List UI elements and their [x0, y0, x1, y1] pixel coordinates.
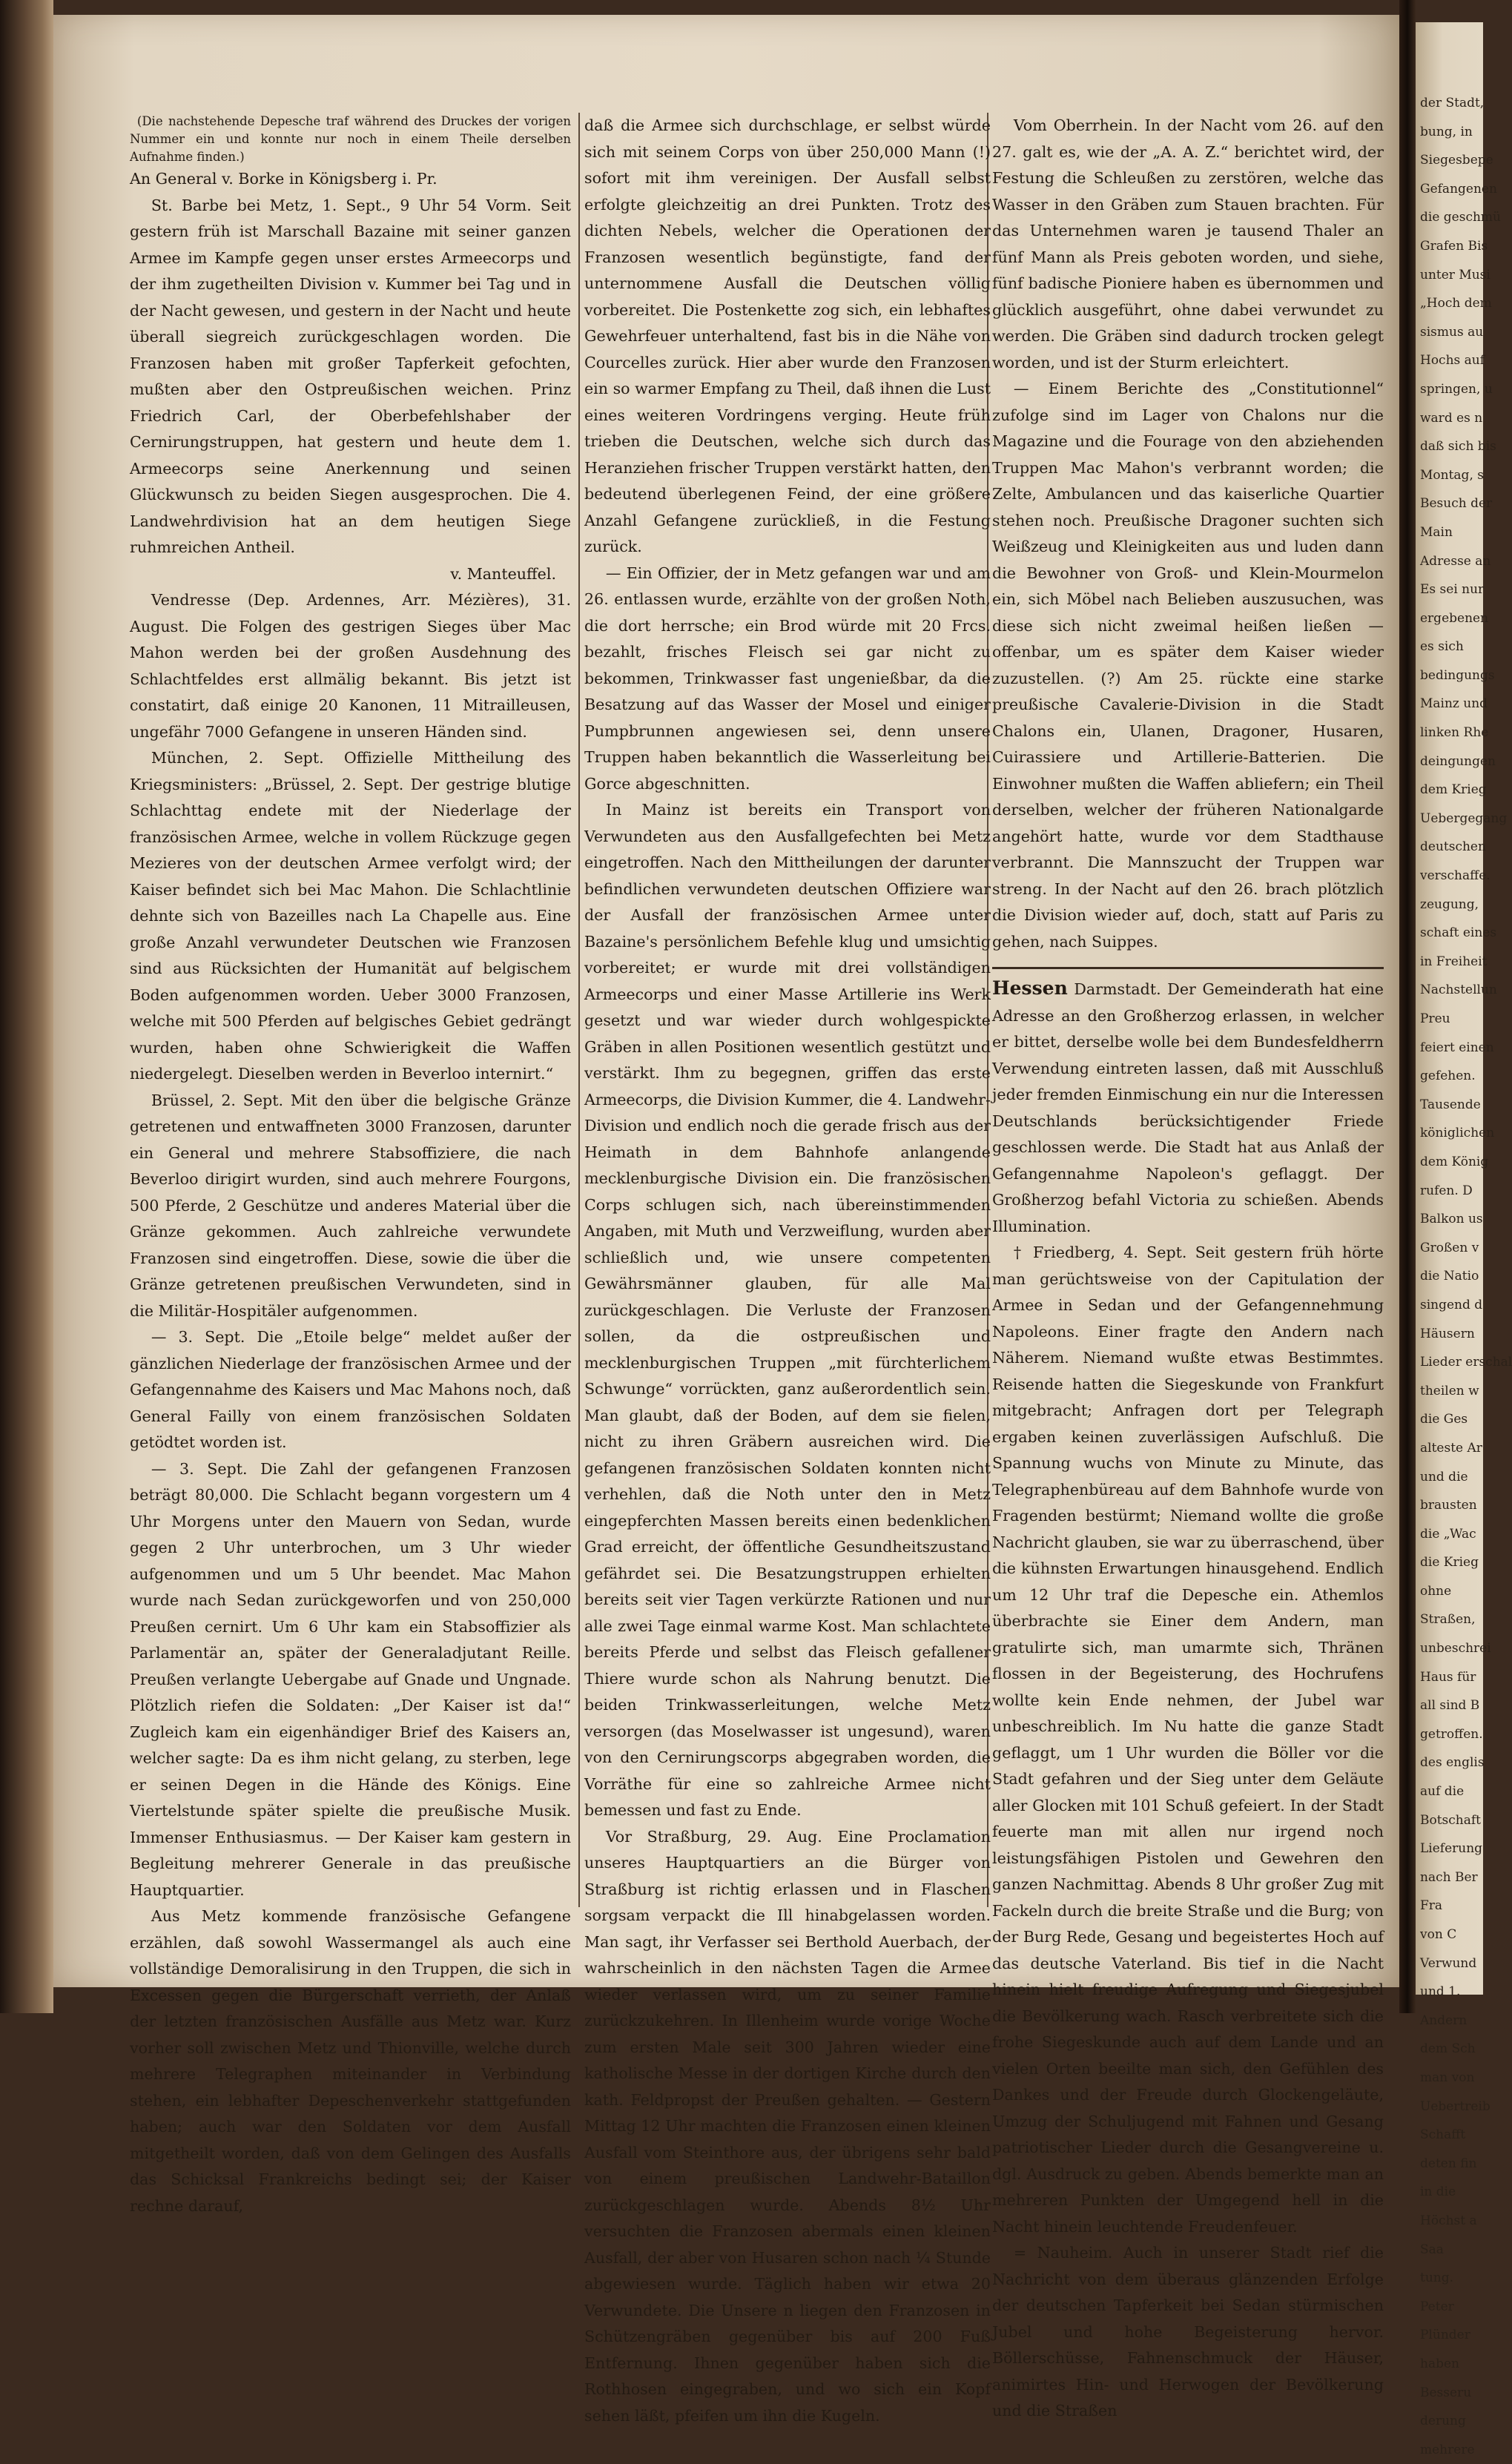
next-page-fragment: Besuch der: [1420, 496, 1493, 512]
next-page-fragment: Balkon us: [1420, 1212, 1483, 1227]
book-gutter: [1399, 0, 1416, 2013]
next-page-fragment: zeugung,: [1420, 896, 1479, 912]
next-page-fragment: Plünder: [1420, 2328, 1470, 2343]
next-page-fragment: Montag, s: [1420, 467, 1484, 483]
next-page-fragment: der Stadt,: [1420, 96, 1485, 110]
article-officer-report: — Ein Offizier, der in Metz gefangen war und am 26. entlassen wurde, erzählte von der großen Noth, die dort herrsche; ein Brod würde mit 20 Frcs. bezahlt, frisches Fleisch sei gar nicht zu bekommen, Trinkwasser fast ungenießbar, da die Besatzung auf das Wasser der Mosel und einiger Pumpbrunnen angewiesen sei, denn unsere Truppen haben bekanntlich die Wasserleitung bei Gorce abgeschnitten.: [584, 564, 991, 793]
next-page-fragment: man von: [1420, 2070, 1475, 2085]
next-page-fragment: ergebenen: [1420, 610, 1489, 626]
next-page-fragment: die geschmü: [1420, 210, 1501, 225]
article-metz-prisoners: Aus Metz kommende französische Gefangene erzählen, daß sowohl Wassermangel als auch eine vollständige Demoralisirung in den Truppen, die sich in Excessen gegen die Bürgerschaft verrieth, der Anlaß der letzten französischen Ausfälle aus Metz war. Kurz vorher soll zwischen Metz und Thionville, welche durch mehrere Telegraphen miteinander in Verbindung stehen, ein lebhafter Depeschenverkehr stattgefunden haben; auch war den Soldaten vor dem Ausfall mitgetheilt worden, daß von dem Gelingen des Ausfalls das Schicksal Frankreichs bedingt sei; der Kaiser rechne darauf,: [130, 1907, 571, 2215]
next-page-fragment: „Hoch dem: [1420, 296, 1492, 311]
next-page-fragment: die Ges: [1420, 1412, 1468, 1427]
next-page-fragment: bung, in: [1420, 124, 1473, 139]
article-oberrhein: Vom Oberrhein. In der Nacht vom 26. auf den 27. galt es, wie der „A. A. Z.“ berichtet wird, der Festung die Schleußen zu zerstören, welche das Wasser in den Gräben zum Stauen brachten. Für das Unternehmen waren je tausend Thaler an fünf Mann als Preis geboten worden, und siehe, fünf badische Pioniere haben es übernommen und glücklich ausgeführt, ohne dabei verwundet zu werden. Die Gräben sind dadurch trocken gelegt worden, und ist der Sturm erleichtert.: [992, 116, 1384, 371]
next-page-fragment: linken Rhe: [1420, 725, 1489, 741]
article-strassburg: Vor Straßburg, 29. Aug. Eine Proclamation unseres Hauptquartiers an die Bürger von Straßburg ist richtig erlassen und in Flaschen sorgsam verpackt die Ill hinabgelassen worden. Man sagt, ihr Verfasser sei Berthold Auerbach, der wahrscheinlich in den nächsten Tagen die Armee wieder verlassen wird, um zu seiner Familie zurückzukehren. In Illenheim wurde vorige Woche zum ersten Male seit 300 Jahren wieder eine katholische Messe in der dortigen Kirche durch den kath. Feldpropst der Preußen gehalten. — Gestern Mittag 12 Uhr machten die Franzosen einen kleinen Ausfall vom Steinthore aus, der übrigens sehr bald von einem preußischen Landwehr-Bataillon zurückgeschlagen wurde. Abends 8½ Uhr versuchten die Franzosen abermals einen kleinen Ausfall, der aber von Husaren schon nach ¼ Stunde abgewiesen wurde. Täglich haben wir etwa 20 Verwundete. Die Unsere n liegen den Franzosen in Schützengräben gegenüber bis auf 200 Fuß Entfernung. Ihnen gegenüber haben sich die Rothhosen eingegraben, und wo sich ein Kopf sehen läßt, pfeifen um ihn die Kugeln.: [584, 1827, 991, 2425]
article-bruessel-3sept-b: — 3. Sept. Die Zahl der gefangenen Franzosen beträgt 80,000. Die Schlacht begann vorgestern um 4 Uhr Morgens unter den Mauern von Sedan, wurde gegen 2 Uhr unterbrochen, um 3 Uhr wieder aufgenommen und um 5 Uhr beendet. Mac Mahon wurde nach Sedan zurückgeworfen und von 250,000 Preußen cernirt. Um 6 Uhr kam ein Stabsoffizier als Parlamentär an, später der Generaladjutant Reille. Preußen verlangte Uebergabe auf Gnade und Ungnade. Plötzlich riefen die Soldaten: „Der Kaiser ist da!“ Zugleich kam ein eigenhändiger Brief des Kaisers an, welcher sagte: Da es ihm nicht gelang, zu sterben, lege er seinen Degen in die Hände des Königs. Eine Viertelstunde später spielte die preußische Musik. Immenser Enthusiasmus. — Der Kaiser kam gestern in Begleitung mehrerer Generale in das preußische Hauptquartier.: [130, 1459, 571, 1899]
next-page-fragment: verschaffe.: [1420, 868, 1490, 884]
next-page-fragment: tung.: [1420, 2270, 1454, 2286]
book-edge-left: [0, 0, 53, 2013]
next-page-fragment: Uebertreib: [1420, 2098, 1490, 2114]
article-friedberg: † Friedberg, 4. Sept. Seit gestern früh hörte man gerüchtsweise von der Capitulation der Armee in Sedan und der Gefangennehmung Napoleons. Einer fragte den Andern nach Näherem. Niemand wußte etwas Bestimmtes. Reisende hatten die Siegeskunde von Frankfurt mitgebracht; Anfragen dort per Telegraph ergaben keinen zuverlässigen Aufschluß. Die Spannung wuchs von Minute zu Minute, das Telegraphenbüreau auf dem Bahnhofe wurde von Fragenden bestürmt; Niemand wollte die große Nachricht glauben, sie war zu überraschend, über die kühnsten Erwartungen hinausgehend. Endlich um 12 Uhr traf die Depesche ein. Athemlos überbrachte sie Einer dem Andern, man gratulirte sich, man umarmte sich, Thränen flossen in der Begeisterung, des Hochrufens wollte kein Ende nehmen, der Jubel war unbeschreiblich. Im Nu hatte die ganze Stadt geflaggt, um 1 Uhr wurden die Böller vor die Stadt gefahren und der Sieg unter dem Geläute aller Glocken mit 101 Schuß gefeiert. In der Stadt feuerte man mit allen nur irgend noch leistungsfähigen Pistolen und Gewehren den ganzen Nachmittag. Abends 8 Uhr großer Zug mit Fackeln durch die breite Straße und die Burg; von der Burg Rede, Gesang und begeistertes Hoch auf das deutsche Vaterland. Bis tief in die Nacht hinein hielt freudige Aufregung und Siegesjubel die Bevölkerung wach. Rasch verbreitete sich die frohe Siegeskunde auch auf dem Lande und an vielen Orten beeilte man sich, den Gefühlen des Dankes und der Freude durch Glockengeläute, Umzug der Schuljugend mit Fahnen und Gesang patriotischer Lieder durch die Gesangvereine u. dgl. Ausdruck zu geben. Abends bemerkte man an mehreren Punkten der Umgegend hell in die Nacht hinein leuchtende Freudenfeuer.: [992, 1243, 1384, 2236]
next-page-text-fragments: [1416, 22, 1512, 2464]
next-page-fragment: in Freiheit: [1420, 954, 1488, 969]
next-page-fragment: die „Wac: [1420, 1526, 1476, 1542]
next-page-fragment: Höchst a: [1420, 2213, 1477, 2228]
column-2: [584, 113, 991, 2425]
next-page-fragment: bedingungs: [1420, 667, 1495, 683]
next-page-fragment: Saa: [1420, 2242, 1444, 2257]
section-divider: [992, 967, 1384, 969]
article-bruessel: Brüssel, 2. Sept. Mit den über die belgische Gränze getretenen und entwaffneten 3000 Franzosen, darunter ein General und mehrere Stabsoffiziere, die nach Beverloo dirigirt wurden, sind auch mehrere Fourgons, 500 Pferde, 2 Geschütze und anderes Material über die Gränze gekommen. Auch zahlreiche verwundete Franzosen sind eingetroffen. Diese, sowie die über die Gränze getretenen preußischen Verwundeten, sind in die Militär-Hospitäler aufgenommen.: [130, 1091, 571, 1320]
next-page-fragment: Main: [1420, 524, 1453, 540]
next-page-fragment: rufen. D: [1420, 1183, 1473, 1198]
next-page-fragment: deten fin: [1420, 2156, 1477, 2171]
next-page-fragment: deutschen: [1420, 839, 1486, 855]
section-title-hessen: Hessen: [992, 977, 1068, 999]
next-page-fragment: Fra: [1420, 1898, 1443, 1914]
next-page-fragment: Adresse an: [1420, 553, 1491, 569]
article-nauheim: = Nauheim. Auch in unserer Stadt rief die Nachricht von dem überaus glänzenden Erfolge der deutschen Tapferkeit bei Sedan stürmischen Jubel und hohe Begeisterung hervor. Böllerschüsse, Fahnenschmuck der Häuser, animirtes Hin- und Herwogen der Bevölkerung und die Straßen: [992, 2244, 1384, 2420]
next-page-fragment: singend d: [1420, 1297, 1483, 1312]
next-page-fragment: des englis: [1420, 1755, 1485, 1771]
next-page-fragment: Haus für: [1420, 1669, 1476, 1685]
article-vendresse: Vendresse (Dep. Ardennes, Arr. Mézières), 31. August. Die Folgen des gestrigen Sieges über Mac Mahon werden bei der großen Ausdehnung des Schlachtfeldes erst allmälig bekannt. Bis jetzt ist constatirt, daß einige 20 Kanonen, 11 Mitrailleusen, ungefähr 7000 Gefangene in unseren Händen sind.: [130, 591, 571, 741]
next-page-fragment: Verwund: [1420, 1955, 1477, 1971]
next-page-fragment: Peter: [1420, 2299, 1454, 2314]
next-page-fragment: es sich: [1420, 639, 1464, 655]
next-page-fragment: springen, u: [1420, 381, 1493, 397]
next-page-fragment: Lieder erschal: [1420, 1355, 1512, 1370]
next-page-fragment: brausten: [1420, 1498, 1477, 1513]
next-page-fragment: Grafen Bis: [1420, 238, 1488, 254]
next-page-fragment: daß sich bis: [1420, 439, 1496, 455]
dispatch-text: St. Barbe bei Metz, 1. Sept., 9 Uhr 54 Vorm. Seit gestern früh ist Marschall Bazaine mit seiner ganzen Armee im Kampfe gegen unser erstes Armeecorps und der ihm zugetheilten Division v. Kummer bei Tag und in der Nacht gewesen, und gestern in der Nacht und heute überall siegreich zurückgeschlagen worden. Die Franzosen haben mit großer Tapferkeit gefochten, mußten aber den Ostpreußischen weichen. Prinz Friedrich Carl, der Oberbefehlshaber der Cernirungstruppen, hat gestern und heute dem 1. Armeecorps seine Anerkennung und seinen Glückwunsch zu beiden Siegen ausgesprochen. Die 4. Landwehrdivision hat an dem heutigen Siege ruhmreichen Antheil.: [130, 196, 571, 556]
next-page-fragment: und die: [1420, 1469, 1468, 1484]
next-page-fragment: von C: [1420, 1927, 1457, 1942]
next-page-fragment: Tausende: [1420, 1097, 1481, 1112]
next-page-fragment: getroffen.: [1420, 1726, 1483, 1742]
next-page-fragment: unbeschrei: [1420, 1641, 1491, 1657]
article-darmstadt: Darmstadt. Der Gemeinderath hat eine Adresse an den Großherzog erlassen, in welcher er bittet, derselbe wolle bei dem Bundesfeldherrn Verwendung eintreten lassen, daß mit Ausschluß jeder fremden Einmischung ein nur die Interessen Deutschlands berücksichtigender Friede geschlossen werde. Die Stadt hat aus Anlaß der Gefangennahme Napoleon's geflaggt. Der Großherzog befahl Victoria zu schießen. Abends Illumination.: [992, 980, 1384, 1235]
next-page-fragment: Besseru: [1420, 2385, 1472, 2400]
next-page-fragment: Großen v: [1420, 1240, 1479, 1255]
next-page-edge: [1416, 22, 1512, 2457]
next-page-fragment: Hochs auf: [1420, 353, 1485, 369]
next-page-fragment: feiert einen: [1420, 1040, 1494, 1055]
article-metz-continued: daß die Armee sich durchschlage, er selbst würde sich mit seinem Corps von über 250,000 Mann (!) sofort mit ihm vereinigen. Der Ausfall selbst erfolgte gleichzeitig an drei Punkten. Trotz des dichten Nebels, welcher die Operationen der Franzosen wesentlich begünstigte, fand der unternommene Ausfall die Deutschen völlig vorbereitet. Die Postenkette zog sich, ein lebhaftes Gewehrfeuer unterhaltend, fast bis in die Nähe von Courcelles zurück. Hier aber wurde den Franzosen ein so warmer Empfang zu Theil, daß ihnen die Lust eines weiteren Vordringens verging. Heute früh trieben die Deutschen, welche sich durch das Heranziehen frischer Truppen verstärkt hatten, den bedeutend überlegenen Feind, der eine größere Anzahl Gefangene zurückließ, in die Festung zurück.: [584, 116, 991, 555]
next-page-fragment: die Krieg: [1420, 1555, 1479, 1570]
next-page-fragment: königlichen: [1420, 1126, 1495, 1141]
next-page-fragment: die Natio: [1420, 1269, 1479, 1284]
next-page-fragment: Nachstellun: [1420, 982, 1497, 998]
next-page-fragment: und 1.: [1420, 1984, 1461, 2000]
next-page-fragment: Straßen,: [1420, 1612, 1476, 1628]
next-page-fragment: dem Krieg: [1420, 782, 1487, 798]
next-page-fragment: Es sei nur: [1420, 582, 1485, 598]
dispatch-address: An General v. Borke in Königsberg i. Pr.: [130, 170, 438, 188]
next-page-fragment: Gefangenen: [1420, 181, 1497, 196]
next-page-fragment: Schafft: [1420, 2127, 1466, 2143]
next-page-fragment: in die: [1420, 2184, 1456, 2200]
next-page-fragment: deingungen: [1420, 753, 1496, 769]
next-page-fragment: derung: [1420, 2414, 1466, 2429]
next-page-fragment: Preu: [1420, 1011, 1450, 1026]
next-page-fragment: auf die: [1420, 1784, 1465, 1800]
next-page-fragment: unter Musi: [1420, 267, 1490, 283]
article-bruessel-3sept-a: — 3. Sept. Die „Etoile belge“ meldet außer der gänzlichen Niederlage der französischen Armee und der Gefangennahme des Kaisers und Mac Mahons noch, daß General Failly von einem französischen Soldaten getödtet worden ist.: [130, 1328, 571, 1451]
next-page-fragment: Lieferung: [1420, 1841, 1483, 1857]
next-page-fragment: Mainz und: [1420, 696, 1488, 712]
next-page-fragment: haben: [1420, 2356, 1459, 2371]
next-page-fragment: ward es n: [1420, 410, 1483, 426]
next-page-fragment: sismus au: [1420, 324, 1484, 340]
article-mainz: In Mainz ist bereits ein Transport von Verwundeten aus den Ausfallgefechten bei Metz eingetroffen. Nach den Mittheilungen der darunter befindlichen verwundeten deutschen Offiziere war der Ausfall der französischen Armee unter Bazaine's persönlichem Befehle klug und umsichtig vorbereitet; er wurde mit drei vollständigen Armeecorps und einer Masse Artillerie ins Werk gesetzt und war wieder durch wohlgespickte Gräben in allen Positionen wesentlich gestützt und verstärkt. Ihm zu begegnen, griffen das erste Armeecorps, die Division Kummer, die 4. Landwehr-Division und endlich noch die gerade frisch aus der Heimath in dem Bahnhofe anlangende mecklenburgische Division ein. Die französischen Corps schlugen sich, nach übereinstimmenden Angaben, mit Muth und Verzweiflung, wurden aber schließlich und, wie unsere competenten Gewährsmänner glauben, für alle Mal zurückgeschlagen. Die Verluste der Franzosen sollen, da die ostpreußischen und mecklenburgischen Truppen „mit fürchterlichem Schwunge“ vorrückten, ganz außerordentlich sein. Man glaubt, daß der Boden, auf dem sie fielen, nicht zu ihren Gräbern ausreichen wird. Die gefangenen französischen Soldaten konnten nicht verhehlen, daß die Noth unter den in Metz eingepferchten Massen bereits einen bedenklichen Grad erreicht, der öffentliche Gesundheitszustand gefährdet sei. Die Besatzungstruppen erhielten bereits seit vier Tagen verkürzte Rationen und nur alle zwei Tage einmal warme Kost. Man schlachtete bereits Pferde und selbst das Fleisch gefallener Thiere wurde schon als Nahrung benutzt. Die beiden Trinkwasserleitungen, welche Metz versorgen (das Moselwasser ist ungesund), waren von den Cernirungscorps abgegraben worden, die Vorräthe für eine so zahlreiche Armee nicht bemessen und fast zu Ende.: [584, 801, 991, 1819]
editorial-note: (Die nachstehende Depesche traf während des Druckes der vorigen Nummer ein und konnte nur noch in einem Theile derselben Aufnahme finden.): [130, 114, 571, 164]
dispatch-signature: v. Manteuffel.: [450, 564, 556, 583]
next-page-fragment: Andern: [1420, 2012, 1468, 2028]
column-1: [130, 113, 571, 2215]
next-page-fragment: gefehen.: [1420, 1068, 1476, 1084]
next-page-fragment: Siegesbepe: [1420, 153, 1493, 168]
next-page-fragment: ohne: [1420, 1583, 1452, 1599]
next-page-fragment: alteste Ar: [1420, 1440, 1482, 1456]
section-hessen: [992, 975, 1384, 1240]
next-page-fragment: theilen w: [1420, 1383, 1479, 1398]
next-page-fragment: Häusern: [1420, 1326, 1475, 1341]
next-page-fragment: dem König: [1420, 1154, 1489, 1169]
column-3: [992, 113, 1384, 2420]
next-page-fragment: nach Ber: [1420, 1869, 1478, 1885]
next-page-fragment: Uebergegang: [1420, 810, 1508, 826]
next-page-fragment: Botschaft: [1420, 1812, 1482, 1828]
next-page-fragment: mehrere: [1420, 2442, 1475, 2457]
article-constitutionnel: — Einem Berichte des „Constitutionnel“ zufolge sind im Lager von Chalons nur die Magazine und die Fourage von den abziehenden Truppen Mac Mahon's verbrannt worden; die Zelte, Ambulancen und das kaiserliche Quartier stehen noch. Preußische Dragoner suchten sich Weißzeug und Kleinigkeiten aus und luden dann die Bewohner von Groß- und Klein-Mourmelon ein, sich Möbel nach Belieben auszusuchen, was diese sich nicht zweimal heißen ließen — offenbar, um es später dem Kaiser wieder zuzustellen. (?) Am 25. rückte eine starke preußische Cavalerie-Division in die Stadt Chalons ein, Ulanen, Dragoner, Husaren, Cuirassiere und Artillerie-Batterien. Die Einwohner mußten die Waffen abliefern; ein Theil derselben, welcher der früheren Nationalgarde angehört hatte, wurde vor dem Stadthause verbrannt. Die Mannszucht der Truppen war streng. In der Nacht auf den 26. brach plötzlich die Division wieder auf, doch, statt auf Paris zu gehen, nach Suippes.: [992, 380, 1384, 951]
next-page-fragment: all sind B: [1420, 1698, 1480, 1714]
next-page-fragment: schaft eines: [1420, 925, 1497, 941]
column-rule-1: [578, 113, 580, 1907]
next-page-fragment: dem Sch: [1420, 2041, 1476, 2057]
article-muenchen: München, 2. Sept. Offizielle Mittheilung des Kriegsministers: „Brüssel, 2. Sept. Der gestrige blutige Schlachttag endete mit der Niederlage der französischen Armee, welche in vollem Rückzuge gegen Mezieres von der deutschen Armee verfolgt wird; der Kaiser befindet sich bei Mac Mahon. Die Schlachtlinie dehnte sich von Bazeilles nach La Chapelle aus. Eine große Anzahl verwundeter Deutschen wie Franzosen sind aus Rücksichten der Humanität auf belgischem Boden aufgenommen worden. Ueber 3000 Franzosen, welche mit 500 Pferden auf belgisches Gebiet gedrängt wurden, haben ohne Schwierigkeit die Waffen niedergelegt. Dieselben werden in Beverloo internirt.“: [130, 749, 571, 1083]
